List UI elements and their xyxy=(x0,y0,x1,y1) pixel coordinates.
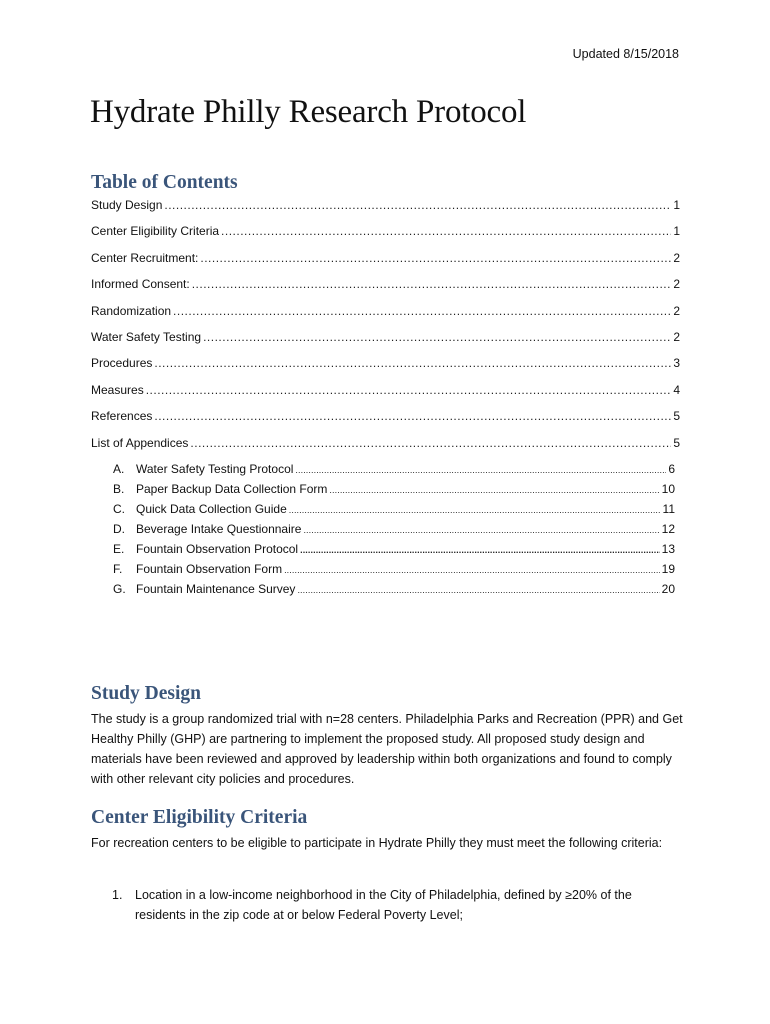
document-title: Hydrate Philly Research Protocol xyxy=(90,94,527,130)
toc-leader xyxy=(297,585,659,595)
appendix-letter: D. xyxy=(113,522,125,536)
toc-leader xyxy=(221,224,671,238)
toc-entry-study-design[interactable] xyxy=(91,198,680,216)
toc-entry-water-safety-testing[interactable] xyxy=(91,330,680,348)
appendix-letter: A. xyxy=(113,462,125,476)
list-number: 1. xyxy=(112,888,123,902)
toc-entry-page: 3 xyxy=(673,356,680,371)
toc-leader xyxy=(295,465,666,475)
toc-leader xyxy=(329,485,659,495)
toc-entry-references[interactable] xyxy=(91,409,680,427)
toc-entry-label: Center Eligibility Criteria xyxy=(91,224,220,239)
toc-leader xyxy=(300,545,660,555)
toc-leader xyxy=(154,409,671,423)
toc-entry-page: 5 xyxy=(673,409,680,424)
toc-entry-page: 2 xyxy=(673,303,680,318)
toc-entry-label: Informed Consent: xyxy=(91,277,190,292)
toc-appendix-b[interactable] xyxy=(113,482,675,500)
toc-leader xyxy=(190,436,671,450)
toc-entry-label: Procedures xyxy=(91,356,153,371)
toc-heading: Table of Contents xyxy=(91,172,238,193)
appendix-label: Quick Data Collection Guide xyxy=(136,502,287,516)
eligibility-heading: Center Eligibility Criteria xyxy=(91,807,308,828)
toc-appendix-c[interactable] xyxy=(113,502,675,520)
appendix-page: 10 xyxy=(661,482,675,496)
toc-entry-page: 1 xyxy=(673,224,680,239)
updated-date: Updated 8/15/2018 xyxy=(572,47,679,61)
appendix-page: 13 xyxy=(661,542,675,556)
appendix-letter: B. xyxy=(113,482,125,496)
toc-entry-label: Randomization xyxy=(91,303,172,318)
toc-entry-label: List of Appendices xyxy=(91,435,189,450)
appendix-label: Beverage Intake Questionnaire xyxy=(136,522,302,536)
toc-leader xyxy=(146,383,672,397)
list-text: Location in a low-income neighborhood in the City of Philadelphia, defined by ≥20% of the residents in the zip code at or below Federal Poverty Level; xyxy=(135,888,632,922)
appendix-letter: G. xyxy=(113,582,126,596)
appendix-letter: C. xyxy=(113,502,125,516)
toc-entry-randomization[interactable] xyxy=(91,304,680,322)
toc-entry-page: 2 xyxy=(673,277,680,292)
toc-entry-procedures[interactable] xyxy=(91,356,680,374)
appendix-page: 11 xyxy=(662,502,675,516)
toc-entry-list-of-appendices[interactable] xyxy=(91,436,680,454)
toc-entry-measures[interactable] xyxy=(91,383,680,401)
appendix-page: 19 xyxy=(661,562,675,576)
appendix-page: 6 xyxy=(668,462,675,476)
toc-entry-page: 2 xyxy=(673,250,680,265)
appendix-label: Fountain Observation Form xyxy=(136,562,283,576)
toc-entry-page: 5 xyxy=(673,435,680,450)
toc-appendix-d[interactable] xyxy=(113,522,675,540)
toc-entry-label: References xyxy=(91,409,153,424)
toc-appendix-a[interactable] xyxy=(113,462,675,480)
appendix-letter: E. xyxy=(113,542,125,556)
appendix-label: Fountain Observation Protocol xyxy=(136,542,299,556)
toc-entry-informed-consent[interactable] xyxy=(91,277,680,295)
toc-leader xyxy=(164,198,671,212)
toc-entry-label: Measures xyxy=(91,382,144,397)
toc-leader xyxy=(284,565,660,575)
toc-entry-label: Water Safety Testing xyxy=(91,330,202,344)
toc-entry-page: 2 xyxy=(673,330,680,344)
appendix-letter: F. xyxy=(113,562,123,576)
toc-entry-label: Center Recruitment: xyxy=(91,250,199,265)
study-design-body: The study is a group randomized trial with n=28 centers. Philadelphia Parks and Recreation (PPR) and Get Healthy Philly (GHP) are partnering to implement the proposed study. All proposed study design and materials have been reviewed and approved by leadership within both organizations and found to comply with other relevant city policies and procedures. xyxy=(91,712,683,786)
toc-leader xyxy=(303,525,659,535)
toc-leader xyxy=(203,330,671,344)
toc-leader xyxy=(200,251,671,265)
toc-appendix-f[interactable] xyxy=(113,562,675,580)
toc-entry-center-recruitment[interactable] xyxy=(91,251,680,269)
appendix-label: Fountain Maintenance Survey xyxy=(136,582,296,596)
toc-appendix-e[interactable] xyxy=(113,542,675,560)
toc-entry-label: Study Design xyxy=(91,198,163,212)
toc-leader xyxy=(289,505,661,515)
toc-appendix-g[interactable] xyxy=(113,582,675,600)
toc-entry-page: 1 xyxy=(673,198,680,212)
toc-leader xyxy=(192,277,672,291)
toc-entry-center-eligibility[interactable] xyxy=(91,224,680,242)
toc-leader xyxy=(173,304,671,318)
appendix-label: Paper Backup Data Collection Form xyxy=(136,482,328,496)
appendix-page: 20 xyxy=(661,582,675,596)
appendix-label: Water Safety Testing Protocol xyxy=(136,462,294,476)
eligibility-intro: For recreation centers to be eligible to participate in Hydrate Philly they must meet the following criteria: xyxy=(91,836,663,850)
study-design-heading: Study Design xyxy=(91,683,201,704)
toc-leader xyxy=(154,356,671,370)
toc-entry-page: 4 xyxy=(673,382,680,397)
appendix-page: 12 xyxy=(661,522,675,536)
